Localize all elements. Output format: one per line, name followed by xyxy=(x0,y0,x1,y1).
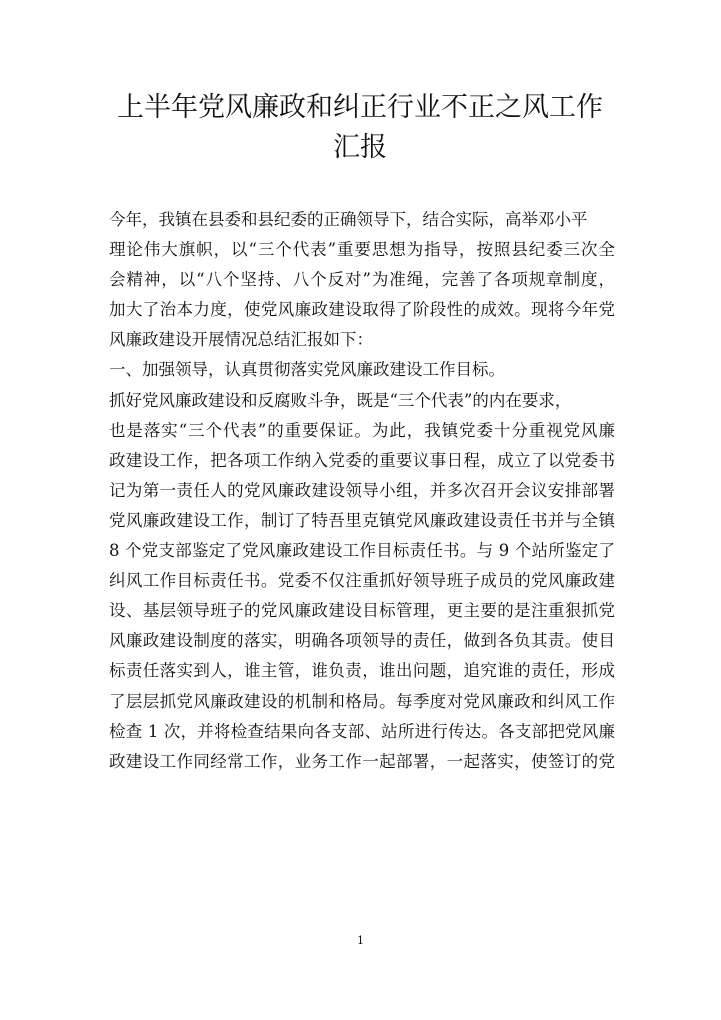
body-line: 会精神，以“八个坚持、八个反对”为准绳，完善了各项规章制度， xyxy=(109,270,615,290)
body-line: 记为第一责任人的党风廉政建设领导小组，并多次召开会议安排部署 xyxy=(109,480,615,500)
body-line: 风廉政建设开展情况总结汇报如下： xyxy=(109,330,373,350)
body-line: 理论伟大旗帜，以“三个代表”重要思想为指导，按照县纪委三次全 xyxy=(109,240,615,260)
section-heading: 一、加强领导，认真贯彻落实党风廉政建设工作目标。 xyxy=(109,360,505,380)
body-line: 设、基层领导班子的党风廉政建设目标管理，更主要的是注重狠抓党 xyxy=(109,601,615,621)
page-number: 1 xyxy=(357,934,364,947)
body-line: 风廉政建设制度的落实，明确各项领导的责任，做到各负其责。使目 xyxy=(109,631,615,651)
document-body xyxy=(109,205,615,777)
body-line: 加大了治本力度，使党风廉政建设取得了阶段性的成效。现将今年党 xyxy=(109,300,615,320)
body-line: 政建设工作，把各项工作纳入党委的重要议事日程，成立了以党委书 xyxy=(109,450,615,470)
body-line: 标责任落实到人，谁主管，谁负责，谁出问题，追究谁的责任，形成 xyxy=(109,661,615,681)
document-title xyxy=(95,88,625,168)
body-line: 纠风工作目标责任书。党委不仅注重抓好领导班子成员的党风廉政建 xyxy=(109,571,615,591)
body-line: 政建设工作同经常工作，业务工作一起部署，一起落实，使签订的党 xyxy=(109,751,615,771)
body-line: 今年，我镇在县委和县纪委的正确领导下，结合实际，高举邓小平 xyxy=(109,210,588,229)
title-line-2: 汇报 xyxy=(333,132,387,163)
body-line: 8 个党支部鉴定了党风廉政建设工作目标责任书。与 9 个站所鉴定了 xyxy=(109,541,615,561)
body-line: 党风廉政建设工作，制订了特吾里克镇党风廉政建设责任书并与全镇 xyxy=(109,510,615,530)
body-line: 检查 1 次，并将检查结果向各支部、站所进行传达。各支部把党风廉 xyxy=(109,721,615,741)
body-line: 抓好党风廉政建设和反腐败斗争，既是“三个代表”的内在要求， xyxy=(109,390,572,410)
body-line: 也是落实“三个代表”的重要保证。为此，我镇党委十分重视党风廉 xyxy=(109,420,615,440)
title-line-1: 上半年党风廉政和纠正行业不正之风工作 xyxy=(117,92,603,123)
body-line: 了层层抓党风廉政建设的机制和格局。每季度对党风廉政和纠风工作 xyxy=(109,691,615,711)
